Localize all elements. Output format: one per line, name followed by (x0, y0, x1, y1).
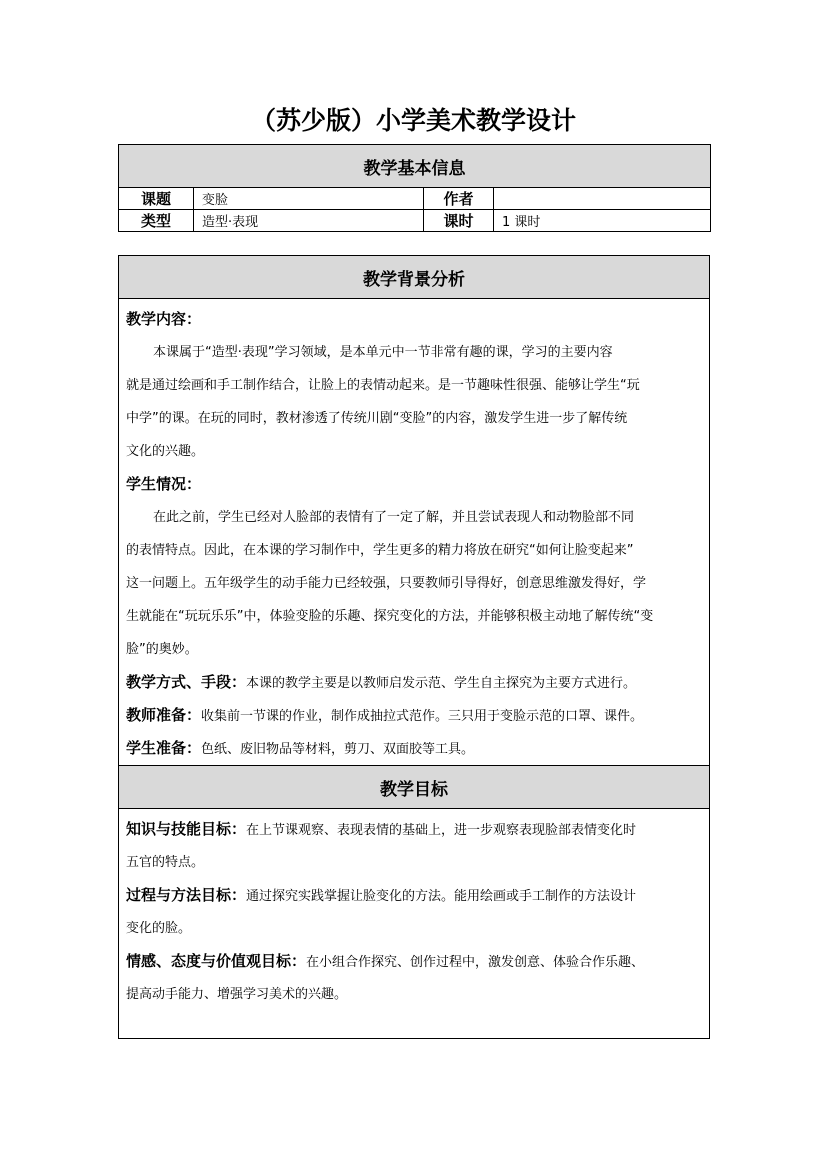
content-line: 就是通过绘画和手工制作结合，让脸上的表情动起来。是一节趣味性很强、能够让学生“玩 (126, 378, 640, 393)
knowledge-text: 五官的特点。 (126, 855, 205, 870)
document-title: （苏少版）小学美术教学设计 (250, 106, 576, 135)
process-text: 变化的脸。 (126, 921, 192, 936)
emotion-text: 在小组合作探究、创作过程中，激发创意、体验合作乐趣、 (306, 955, 645, 970)
author-label: 作者 (424, 188, 494, 210)
student-prep-text: 色纸、废旧物品等材料，剪刀、双面胶等工具。 (201, 742, 475, 757)
student-prep-label: 学生准备： (126, 739, 202, 757)
objectives-header: 教学目标 (119, 766, 710, 809)
students-line: 这一问题上。五年级学生的动手能力已经较强，只要教师引导得好，创意思维激发得好，学 (126, 576, 647, 591)
content-line: 中学”的课。在玩的同时，教材渗透了传统川剧“变脸”的内容，激发学生进一步了解传统 (126, 411, 628, 426)
analysis-table (118, 255, 710, 1039)
students-line: 脸”的奥妙。 (126, 642, 198, 657)
students-line: 生就能在“玩玩乐乐”中，体验变脸的乐趣、探究变化的方法，并能够积极主动地了解传统“变 (126, 609, 654, 624)
method-label: 教学方式、手段： (126, 673, 247, 691)
type-label: 类型 (119, 210, 194, 232)
process-label: 过程与方法目标： (126, 886, 247, 904)
hours-value: 1 课时 (494, 210, 711, 232)
teacher-prep-label: 教师准备： (126, 706, 202, 724)
teacher-prep-text: 收集前一节课的作业，制作成抽拉式范作。三只用于变脸示范的口罩、课件。 (201, 709, 644, 724)
emotion-label: 情感、态度与价值观目标： (126, 952, 307, 970)
type-value: 造型·表现 (194, 210, 424, 232)
basic-info-header: 教学基本信息 (119, 145, 711, 188)
topic-label: 课题 (119, 188, 194, 210)
process-text: 通过探究实践掌握让脸变化的方法。能用绘画或手工制作的方法设计 (246, 889, 637, 904)
basic-info-table (118, 144, 711, 232)
background-section (119, 299, 710, 766)
author-value (494, 188, 711, 210)
background-header: 教学背景分析 (119, 256, 710, 299)
method-text: 本课的教学主要是以教师启发示范、学生自主探究为主要方式进行。 (246, 676, 637, 691)
students-label: 学生情况： (126, 475, 202, 493)
hours-label: 课时 (424, 210, 494, 232)
students-line: 在此之前，学生已经对人脸部的表情有了一定了解，并且尝试表现人和动物脸部不同 (153, 510, 635, 525)
knowledge-text: 在上节课观察、表现表情的基础上，进一步观察表现脸部表情变化时 (246, 823, 637, 838)
students-line: 的表情特点。因此，在本课的学习制作中，学生更多的精力将放在研究“如何让脸变起来” (126, 543, 634, 558)
emotion-text: 提高动手能力、增强学习美术的兴趣。 (126, 987, 348, 1002)
objectives-section (119, 809, 710, 1039)
topic-value: 变脸 (194, 188, 424, 210)
knowledge-label: 知识与技能目标： (126, 820, 247, 838)
content-line: 本课属于“造型·表现”学习领域，是本单元中一节非常有趣的课，学习的主要内容 (153, 345, 613, 360)
content-line: 文化的兴趣。 (126, 444, 205, 459)
content-label: 教学内容： (126, 310, 202, 328)
